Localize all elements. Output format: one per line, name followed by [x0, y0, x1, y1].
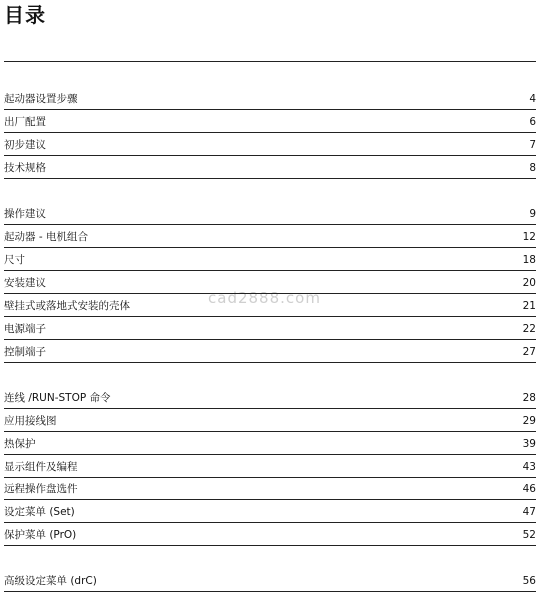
toc-entry-title: 控制端子 [4, 346, 46, 358]
toc-entry-title: 初步建议 [4, 139, 46, 151]
toc-entry[interactable] [4, 387, 536, 409]
toc-entry[interactable] [4, 203, 536, 225]
toc-entry-page: 21 [522, 300, 536, 312]
toc-entry-title: 出厂配置 [4, 116, 46, 128]
table-of-contents [4, 0, 536, 594]
watermark: cad2888.com [208, 289, 321, 307]
toc-entry[interactable] [4, 157, 536, 179]
toc-entry-page: 39 [522, 438, 536, 450]
toc-entry-page: 22 [522, 323, 536, 335]
toc-entry-title: 尺寸 [4, 254, 25, 266]
toc-entry[interactable] [4, 318, 536, 340]
toc-entry[interactable] [4, 249, 536, 271]
toc-entry-page: 43 [522, 461, 536, 473]
toc-entry-page: 8 [529, 162, 536, 174]
toc-entry-title: 起动器设置步骤 [4, 93, 78, 105]
toc-entry-page: 27 [522, 346, 536, 358]
toc-entry[interactable] [4, 341, 536, 363]
toc-entry-title: 安装建议 [4, 277, 46, 289]
toc-entry-title: 远程操作盘选件 [4, 483, 78, 495]
toc-entry-title: 热保护 [4, 438, 36, 450]
toc-entry[interactable] [4, 433, 536, 455]
toc-entry-title: 显示组件及编程 [4, 461, 78, 473]
toc-entry[interactable] [4, 524, 536, 546]
toc-entry-title: 操作建议 [4, 208, 46, 220]
toc-entry[interactable] [4, 295, 536, 317]
toc-entry-page: 46 [522, 483, 536, 495]
toc-entry-page: 6 [529, 116, 536, 128]
toc-entry-page: 28 [522, 392, 536, 404]
toc-entry-page: 20 [522, 277, 536, 289]
toc-entry-page: 52 [522, 529, 536, 541]
toc-entry[interactable] [4, 134, 536, 156]
toc-entry[interactable] [4, 570, 536, 592]
toc-entry[interactable] [4, 226, 536, 248]
toc-entry-page: 47 [522, 506, 536, 518]
toc-entry-title: 连线 /RUN-STOP 命令 [4, 392, 111, 404]
toc-entry[interactable] [4, 456, 536, 478]
toc-entry-title: 保护菜单 (PrO) [4, 529, 77, 541]
toc-entry-page: 18 [522, 254, 536, 266]
toc-entry-title: 设定菜单 (Set) [4, 506, 75, 518]
toc-entry-title: 起动器 - 电机组合 [4, 231, 88, 243]
toc-entry[interactable] [4, 272, 536, 294]
toc-entry-title: 应用接线图 [4, 415, 57, 427]
toc-entry-title: 技术规格 [4, 162, 46, 174]
toc-entry-page: 9 [529, 208, 536, 220]
toc-entry-page: 29 [522, 415, 536, 427]
toc-entry-page: 7 [529, 139, 536, 151]
toc-entry[interactable] [4, 501, 536, 523]
toc-entry-title: 壁挂式或落地式安装的壳体 [4, 300, 130, 312]
toc-entry-page: 4 [529, 93, 536, 105]
toc-entry-title: 高级设定菜单 (drC) [4, 575, 97, 587]
toc-entry-page: 12 [522, 231, 536, 243]
toc-entry[interactable] [4, 410, 536, 432]
page-title: 目录 [4, 3, 46, 27]
toc-entry[interactable] [4, 88, 536, 110]
toc-entry[interactable] [4, 478, 536, 500]
toc-entry[interactable] [4, 111, 536, 133]
toc-entry-page: 56 [522, 575, 536, 587]
toc-entry-title: 电源端子 [4, 323, 46, 335]
